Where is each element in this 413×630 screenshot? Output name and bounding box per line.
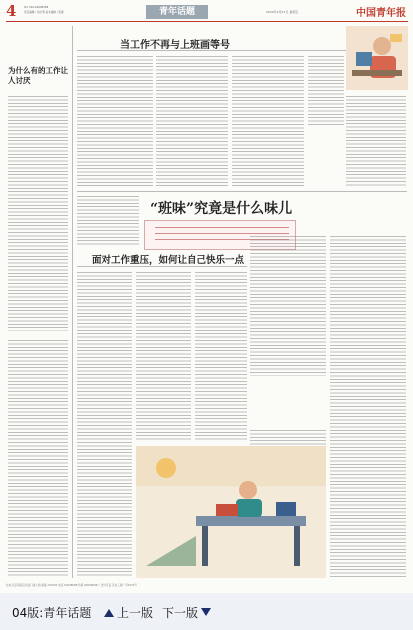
- header-contact: Tel: 010-64098368: [24, 6, 49, 9]
- article-text-col5: [346, 96, 406, 188]
- header-rule: [6, 21, 408, 22]
- divider: [77, 266, 247, 267]
- headline-face-pressure: 面对工作重压，如何让自己快乐一点: [92, 255, 245, 266]
- page-footer: 社址:北京海淀区东直门南大街 邮编 100702 电话 64098088 传真 64098096 广告许可证 京东工商广字0233号: [6, 584, 137, 587]
- article-text-col3: [232, 56, 304, 188]
- article-text-lower-col1: [77, 272, 132, 578]
- article-text-mid-left: [77, 196, 139, 246]
- headline-why-work-annoying: 为什么有的工作让人讨厌: [8, 66, 68, 85]
- next-page-link[interactable]: [162, 604, 211, 621]
- section-title: 青年话题: [146, 5, 208, 19]
- article-text-left: [8, 96, 68, 331]
- headline-work-not-office: 当工作不再与上班画等号: [120, 40, 230, 51]
- header-editors: 责任编辑 / 刘志明 美术编辑 / 张媛: [24, 11, 64, 14]
- article-text-main-col2: [330, 236, 406, 578]
- previous-page-link[interactable]: [104, 604, 153, 621]
- illustration-office-person: [346, 26, 408, 90]
- headline-what-is-banwei: “班味”究竟是什么味儿: [150, 201, 293, 217]
- previous-page-label: 上一版: [117, 606, 154, 620]
- article-text-lower-col3: [195, 272, 247, 442]
- article-text-col2: [156, 56, 228, 188]
- page-navigation: [0, 593, 413, 630]
- divider: [77, 191, 407, 192]
- article-text-col1: [77, 56, 153, 188]
- article-text-main-col1: [250, 236, 326, 376]
- page-header: [6, 4, 408, 20]
- illustration-desk-person: [136, 446, 326, 578]
- article-text-col4: [308, 56, 344, 126]
- newspaper-brand: 中国青年报: [356, 8, 406, 19]
- arrow-up-icon: [104, 609, 114, 617]
- arrow-down-icon: [201, 608, 211, 616]
- page-number: 4: [6, 2, 17, 20]
- article-text-lower-col2: [136, 272, 191, 442]
- column-divider: [72, 26, 73, 578]
- current-page-label: 04版:青年话题: [12, 606, 92, 620]
- next-page-label: 下一版: [162, 606, 199, 620]
- article-text-left-2: [8, 340, 68, 578]
- edition-date: 2020年3月27日 星期五: [266, 10, 299, 14]
